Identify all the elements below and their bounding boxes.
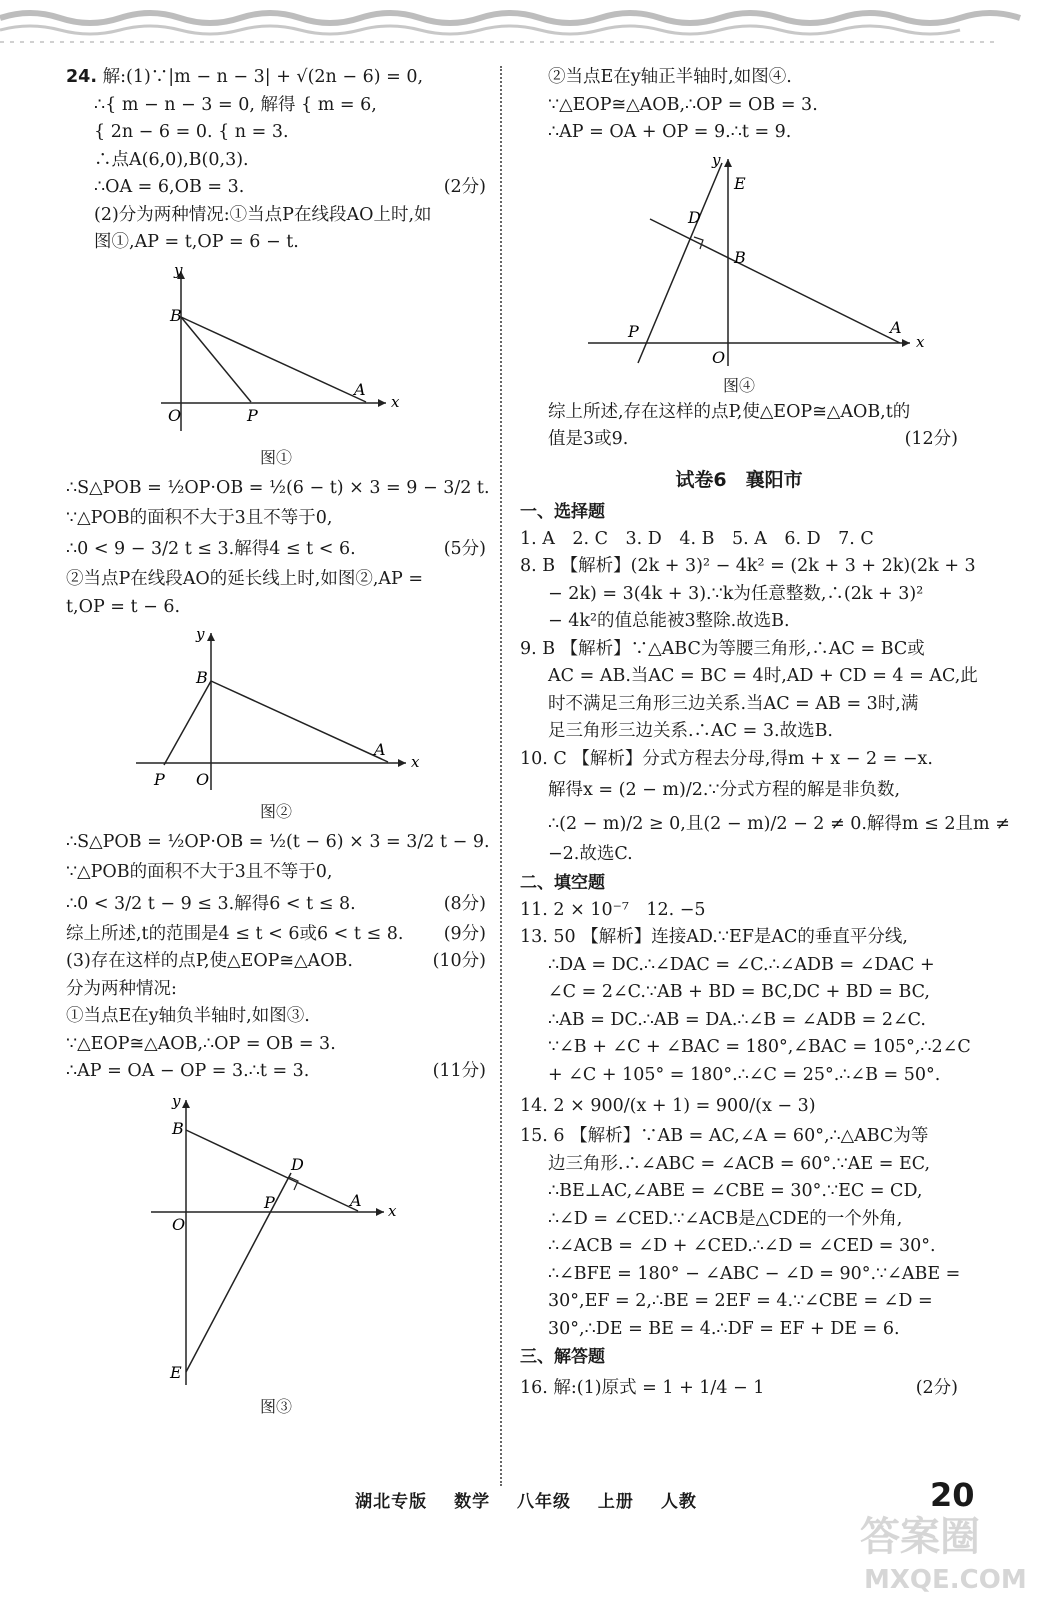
svg-text:P: P	[264, 1192, 275, 1212]
q24-line-20: ∵△EOP≅△AOB,∴OP = OB = 3.	[66, 1033, 336, 1054]
q24-line-9: ∵△POB的面积不大于3且不等于0,	[66, 507, 333, 528]
q10-line-2: 解得x = (2 − m)/2.∵分式方程的解是非负数,	[548, 780, 901, 800]
score-label: (10分)	[432, 951, 486, 971]
q15-line-7: 30°,EF = 2,∴BE = 2EF = 4.∵∠CBE = ∠D =	[548, 1291, 933, 1311]
svg-text:O: O	[168, 405, 182, 425]
q24-line-11: ②当点P在线段AO的延长线上时,如图②,AP =	[66, 569, 424, 589]
q15-line-2: 边三角形.∴∠ABC = ∠ACB = 60°.∵AE = EC,	[548, 1153, 931, 1174]
q24-line-19: ①当点E在y轴负半轴时,如图③.	[66, 1006, 310, 1026]
section-heading-choice: 一、选择题	[520, 501, 605, 522]
q15-line-5: ∴∠ACB = ∠D + ∠CED.∴∠D = ∠CED = 30°.	[548, 1236, 936, 1256]
q24-line-18: 分为两种情况:	[66, 978, 177, 999]
q15-line-1: 15. 6 【解析】∵AB = AC,∠A = 60°,∴△ABC为等	[520, 1126, 929, 1146]
q24-line-17: (3)存在这样的点P,使△EOP≅△AOB. (10分)	[66, 948, 486, 976]
footer-region: 湖北专版	[355, 1492, 428, 1512]
svg-text:A: A	[890, 317, 902, 337]
right-summary-2: 值是3或9. (12分)	[520, 426, 958, 454]
figure-1	[66, 261, 486, 441]
svg-text:x: x	[916, 332, 925, 351]
score-label: (8分)	[443, 893, 486, 914]
svg-text:E: E	[734, 173, 746, 193]
q13-line-4: ∴AB = DC.∴AB = DA.∴∠B = ∠ADB = 2∠C.	[548, 1009, 926, 1030]
figure-3	[66, 1090, 486, 1390]
q24-line-7: 图①,AP = t,OP = 6 − t.	[94, 232, 299, 252]
footer-publisher: 人教	[660, 1492, 697, 1512]
score-label: (2分)	[443, 177, 486, 197]
svg-text:答案圈: 答案圈	[860, 1514, 980, 1560]
svg-text:x: x	[388, 1201, 397, 1220]
q15-line-4: ∴∠D = ∠CED.∵∠ACB是△CDE的一个外角,	[548, 1208, 903, 1229]
right-line-2: ∵△EOP≅△AOB,∴OP = OB = 3.	[548, 94, 818, 115]
q8-line-3: − 4k²的值总能被3整除.故选B.	[548, 611, 790, 631]
svg-text:x: x	[411, 753, 420, 771]
q24-line-15: ∴0 < 3/2 t − 9 ≤ 3.解得6 < t ≤ 8. (8分)	[66, 887, 486, 921]
score-label: (5分)	[443, 539, 486, 559]
figure-2	[66, 625, 486, 795]
q24-line-16: 综上所述,t的范围是4 ≤ t < 6或6 < t ≤ 8. (9分)	[66, 921, 486, 949]
score-label: (9分)	[443, 923, 486, 944]
q15-line-8: 30°,∴DE = BE = 4.∴DF = EF + DE = 6.	[548, 1318, 900, 1339]
footer-grade: 八年级	[517, 1492, 571, 1512]
svg-text:P: P	[628, 321, 639, 341]
q24-line-1: 24. 解:(1)∵|m − n − 3| + √(2n − 6) = 0,	[66, 67, 424, 87]
right-line-3: ∴AP = OA + OP = 9.∴t = 9.	[548, 122, 792, 142]
q24-line-12: t,OP = t − 6.	[66, 596, 181, 617]
svg-text:O: O	[196, 770, 210, 789]
footer-volume: 上册	[597, 1492, 634, 1512]
header-decoration	[0, 0, 1052, 58]
svg-text:P: P	[154, 770, 165, 789]
left-column	[66, 64, 490, 1420]
score-label: (2分)	[915, 1378, 958, 1398]
q15-line-6: ∴∠BFE = 180° − ∠ABC − ∠D = 90°.∵∠ABE =	[548, 1263, 961, 1284]
q13-line-1: 13. 50 【解析】连接AD.∵EF是AC的垂直平分线,	[520, 927, 908, 947]
q24-line-6: (2)分为两种情况:①当点P在线段AO上时,如	[94, 204, 432, 225]
q24-line-13: ∴S△POB = ½OP·OB = ½(t − 6) × 3 = 3/2 t − 9.	[66, 832, 490, 852]
svg-text:A: A	[374, 740, 386, 759]
svg-text:B: B	[734, 247, 746, 267]
figure-4-diagram	[520, 151, 958, 369]
svg-text:B: B	[196, 668, 208, 687]
section-title: 试卷6 襄阳市	[675, 468, 803, 491]
choice-answers: 1. A 2. C 3. D 4. B 5. A 6. D 7. C	[520, 528, 874, 549]
q10-line-3: ∴(2 − m)/2 ≥ 0,且(2 − m)/2 − 2 ≠ 0.解得m ≤ 2且m ≠	[548, 814, 1010, 834]
svg-text:B: B	[170, 305, 182, 325]
svg-text:y: y	[172, 1091, 181, 1110]
svg-text:y: y	[174, 260, 183, 279]
q24-line-10: ∴0 < 9 − 3/2 t ≤ 3.解得4 ≤ t < 6. (5分)	[66, 532, 486, 566]
q24-line-4: ∴点A(6,0),B(0,3).	[94, 149, 249, 170]
q24-line-21: ∴AP = OA − OP = 3.∴t = 3. (11分)	[66, 1058, 486, 1086]
watermark-logo	[850, 1500, 1050, 1598]
q24-line-5: ∴OA = 6,OB = 3. (2分)	[66, 174, 486, 202]
svg-text:A: A	[350, 1190, 362, 1210]
q8-line-1: 8. B 【解析】(2k + 3)² − 4k² = (2k + 3 + 2k)(2k + 3	[520, 556, 976, 576]
column-divider	[500, 66, 502, 1486]
svg-text:D: D	[688, 207, 701, 227]
svg-text:MXQE.COM: MXQE.COM	[864, 1565, 1027, 1595]
page-number: 20	[930, 1476, 975, 1514]
q13-line-2: ∴DA = DC.∴∠DAC = ∠C.∴∠ADB = ∠DAC +	[548, 954, 935, 975]
q10-line-1: 10. C 【解析】分式方程去分母,得m + x − 2 = −x.	[520, 748, 933, 769]
right-column	[520, 64, 1010, 1405]
q13-line-6: + ∠C + 105° = 180°.∴∠C = 25°.∴∠B = 50°.	[548, 1064, 941, 1085]
q24-line-14: ∵△POB的面积不大于3且不等于0,	[66, 862, 333, 882]
score-label: (12分)	[904, 429, 958, 449]
figure-1-diagram	[66, 261, 486, 441]
section-heading-solve: 三、解答题	[520, 1347, 605, 1367]
svg-text:E: E	[170, 1362, 182, 1382]
figure-2-caption: 图②	[259, 802, 292, 821]
q14: 14. 2 × 900/(x + 1) = 900/(x − 3)	[520, 1096, 816, 1116]
q15-line-3: ∴BE⊥AC,∠ABE = ∠CBE = 30°.∵EC = CD,	[548, 1181, 923, 1201]
figure-4	[520, 151, 958, 369]
svg-text:D: D	[291, 1154, 304, 1174]
q11-q12: 11. 2 × 10⁻⁷ 12. −5	[520, 899, 706, 920]
section-heading-fill: 二、填空题	[520, 872, 605, 893]
figure-4-caption: 图④	[722, 375, 755, 395]
q9-line-2: AC = AB.当AC = BC = 4时,AD + CD = 4 = AC,此	[548, 666, 978, 686]
q13-line-5: ∵∠B + ∠C + ∠BAC = 180°,∠BAC = 105°,∴2∠C	[548, 1037, 971, 1057]
q9-line-4: 足三角形三边关系.∴AC = 3.故选B.	[548, 721, 833, 741]
q24-line-2: ∴{ m − n − 3 = 0, 解得 { m = 6,	[94, 94, 377, 115]
q9-line-1: 9. B 【解析】∵△ABC为等腰三角形,∴AC = BC或	[520, 638, 925, 659]
figure-2-diagram	[66, 625, 486, 795]
figure-3-caption: 图③	[259, 1396, 292, 1416]
footer-subject: 数学	[454, 1492, 491, 1512]
right-line-1: ②当点E在y轴正半轴时,如图④.	[548, 67, 792, 87]
svg-text:A: A	[354, 379, 366, 399]
q8-line-2: − 2k) = 3(4k + 3).∵k为任意整数,∴(2k + 3)²	[548, 583, 924, 604]
svg-text:x: x	[391, 392, 400, 411]
figure-1-caption: 图①	[259, 447, 292, 467]
q9-line-3: 时不满足三角形三边关系.当AC = AB = 3时,满	[548, 693, 919, 714]
q24-line-3: { 2n − 6 = 0. { n = 3.	[94, 122, 289, 142]
q13-line-3: ∠C = 2∠C.∵AB + BD = BC,DC + BD = BC,	[548, 982, 930, 1002]
q16-line-1: 16. 解:(1)原式 = 1 + 1/4 − 1 (2分)	[520, 1371, 958, 1405]
svg-text:y: y	[196, 625, 205, 643]
svg-text:O: O	[712, 347, 726, 367]
svg-text:P: P	[247, 405, 258, 425]
svg-text:B: B	[172, 1118, 184, 1138]
figure-3-diagram	[66, 1090, 486, 1390]
svg-text:O: O	[172, 1214, 186, 1234]
score-label: (11分)	[432, 1061, 486, 1081]
right-summary-1: 综上所述,存在这样的点P,使△EOP≅△AOB,t的	[548, 401, 911, 422]
q10-line-4: −2.故选C.	[548, 844, 633, 864]
q24-line-8: ∴S△POB = ½OP·OB = ½(6 − t) × 3 = 9 − 3/2 t.	[66, 477, 490, 498]
svg-text:y: y	[712, 150, 721, 169]
